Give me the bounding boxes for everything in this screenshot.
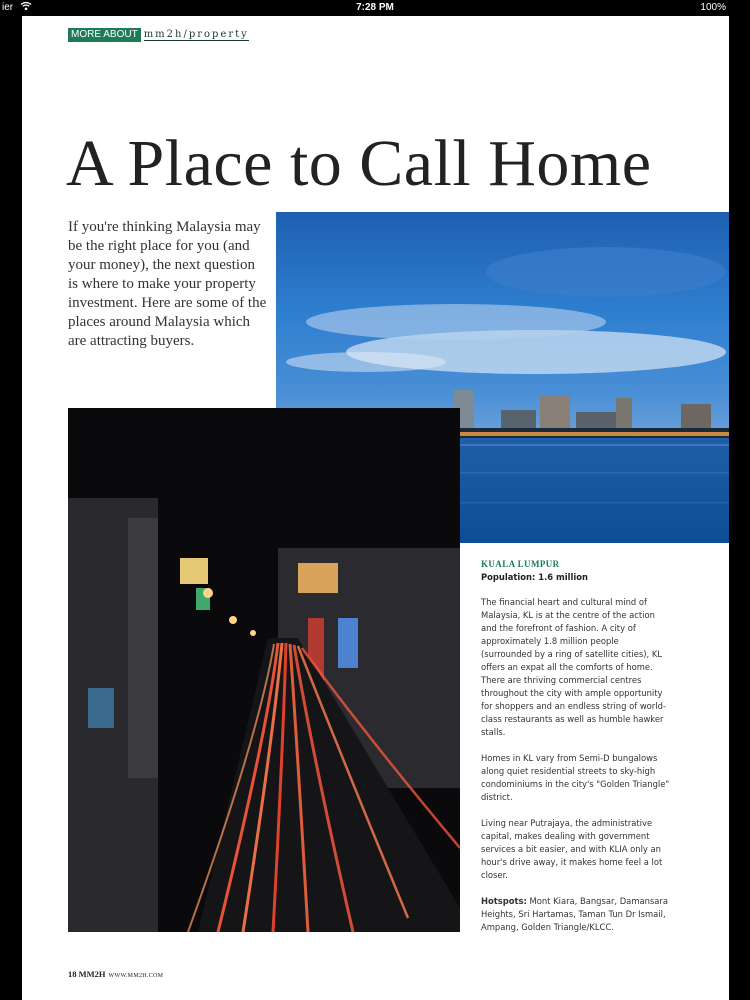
hotspots-paragraph <box>481 895 671 934</box>
article-paragraph: Homes in KL vary from Semi-D bungalows along quiet residential streets to sky-high condominiums in the city's "Golden Triangle" district. <box>481 753 670 802</box>
kl-street-night-photo <box>68 408 460 932</box>
page-title: A Place to Call Home <box>66 127 652 200</box>
section-name: mm2h/property <box>143 29 249 40</box>
population-line: Population: 1.6 million <box>481 572 588 582</box>
intro-text: If you're thinking Malaysia may be the right place for you (and your money), the next question is where to make your property investment. Here are some of the places around Malaysia which are attracting buyers. <box>68 219 267 349</box>
reader-margin <box>729 16 750 1000</box>
section-header <box>68 28 249 42</box>
page-folio <box>68 969 163 979</box>
article-paragraph: Living near Putrajaya, the administrative capital, makes dealing with government services a bit easier, and with KLIA only an hour's drive away, it makes home feel a lot closer. <box>481 818 663 880</box>
battery-level: 100% <box>700 2 726 13</box>
status-bar <box>0 0 750 16</box>
article-kuala-lumpur <box>481 558 671 947</box>
hotspots-label: Hotspots: <box>481 896 527 906</box>
hotspots-list: Mont Kiara, Bangsar, Damansara Heights, Sri Hartamas, Taman Tun Dr Ismail, Ampang, Golden Triangle/KLCC. <box>481 896 668 932</box>
section-tag: MORE ABOUT <box>68 28 141 42</box>
site-url: WWW.MM2H.COM <box>108 973 164 979</box>
magazine-page[interactable] <box>22 16 729 1000</box>
clock: 7:28 PM <box>356 2 394 13</box>
page-number: 18 MM2H <box>68 969 106 979</box>
carrier-label: ier <box>2 2 14 13</box>
city-heading: KUALA LUMPUR <box>481 559 560 569</box>
article-paragraph: The financial heart and cultural mind of Malaysia, KL is at the centre of the action and the forefront of fashion. A city of approximately 1.8 million people (surrounded by a ring of satellite cities), KL offers an expat all the comforts of home. There are thriving commercial centres throughout the city with ample opportunity for shoppers and an endless string of world-class restaurants as well as humble hawker stalls. <box>481 597 666 737</box>
